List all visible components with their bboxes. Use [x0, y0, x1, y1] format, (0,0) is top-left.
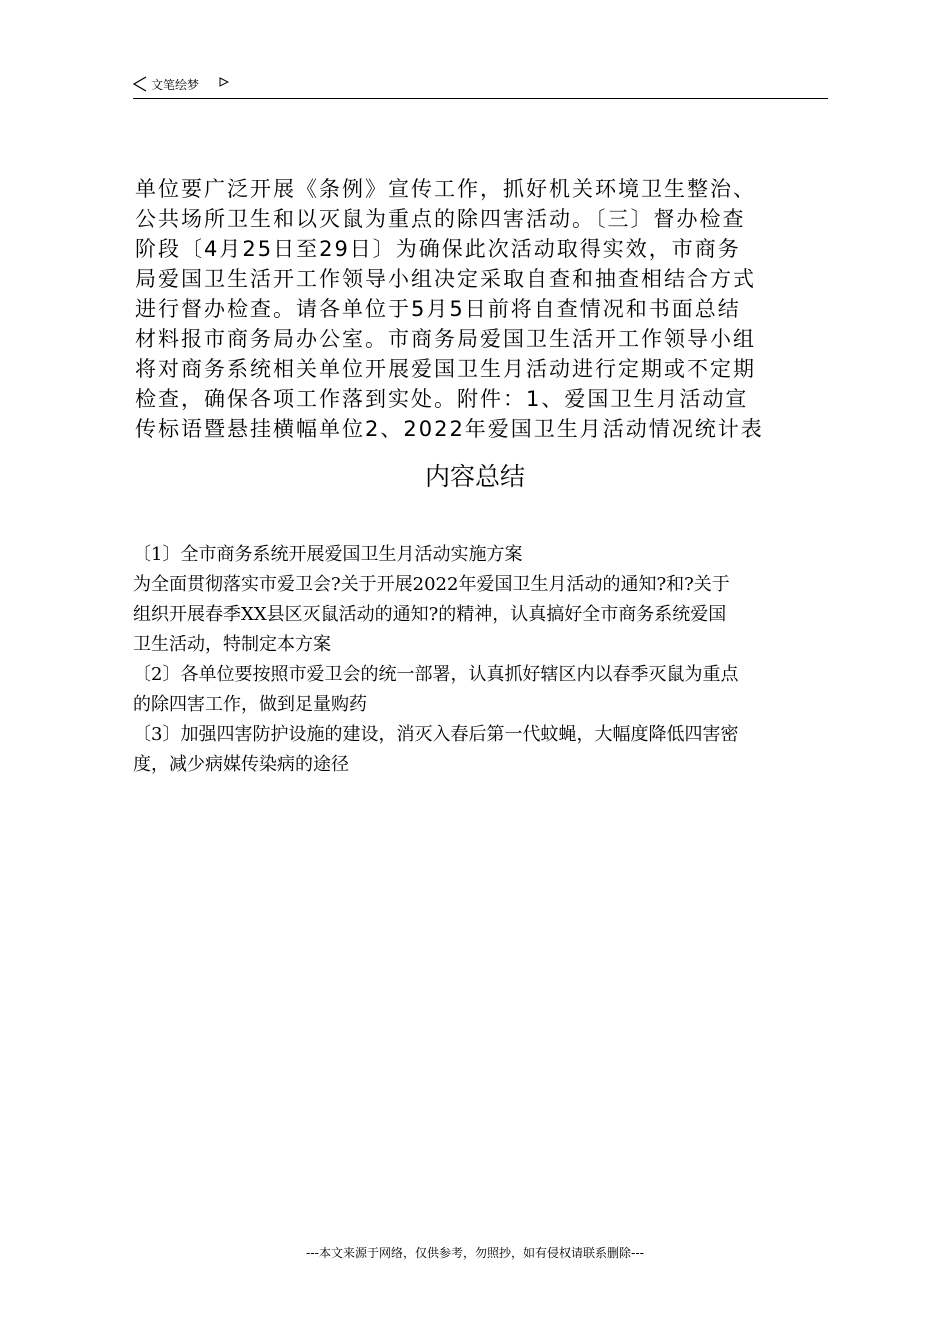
footer-disclaimer: ---本文来源于网络，仅供参考，勿照抄，如有侵权请联系删除--- — [306, 1246, 644, 1260]
body-paragraph — [135, 174, 825, 444]
summary-line: 〔1〕全市商务系统开展爱国卫生月活动实施方案 — [133, 544, 523, 565]
summary-line: 度，减少病媒传染病的途径 — [133, 754, 349, 775]
summary-line: 卫生活动，特制定本方案 — [133, 634, 331, 655]
body-line: 传标语暨悬挂横幅单位2、2022年爱国卫生月活动情况统计表 — [135, 417, 764, 441]
body-line: 局爱国卫生活开工作领导小组决定采取自查和抽查相结合方式 — [135, 267, 756, 291]
body-line: 进行督办检查。请各单位于5月5日前将自查情况和书面总结 — [135, 297, 741, 321]
body-line: 将对商务系统相关单位开展爱国卫生月活动进行定期或不定期 — [135, 357, 756, 381]
body-line: 单位要广泛开展《条例》宣传工作，抓好机关环境卫生整治、 — [135, 177, 756, 201]
summary-line: 组织开展春季XX县区灭鼠活动的通知?的精神，认真搞好全市商务系统爱国 — [133, 604, 727, 625]
summary-line: 为全面贯彻落实市爱卫会?关于开展2022年爱国卫生月活动的通知?和?关于 — [133, 574, 730, 595]
triangle-right-icon — [219, 77, 229, 87]
body-line: 检查，确保各项工作落到实处。附件：1、爱国卫生月活动宣 — [135, 387, 749, 411]
header-brand: 文笔绘梦 — [151, 78, 200, 92]
page-header — [133, 76, 828, 99]
triangle-left-icon — [133, 76, 147, 92]
summary-line: 〔3〕加强四害防护设施的建设，消灭入春后第一代蚊蝇，大幅度降低四害密 — [133, 724, 739, 745]
body-line: 公共场所卫生和以灭鼠为重点的除四害活动。〔三〕督办检查 — [135, 207, 746, 231]
summary-line: 〔2〕各单位要按照市爱卫会的统一部署，认真抓好辖区内以春季灭鼠为重点 — [133, 664, 739, 685]
summary-line: 的除四害工作，做到足量购药 — [133, 694, 367, 715]
body-line: 材料报市商务局办公室。市商务局爱国卫生活开工作领导小组 — [135, 327, 756, 351]
body-line: 阶段〔4月25日至29日〕为确保此次活动取得实效，市商务 — [135, 237, 741, 261]
summary-title: 内容总结 — [424, 462, 525, 491]
summary-list — [133, 540, 833, 780]
